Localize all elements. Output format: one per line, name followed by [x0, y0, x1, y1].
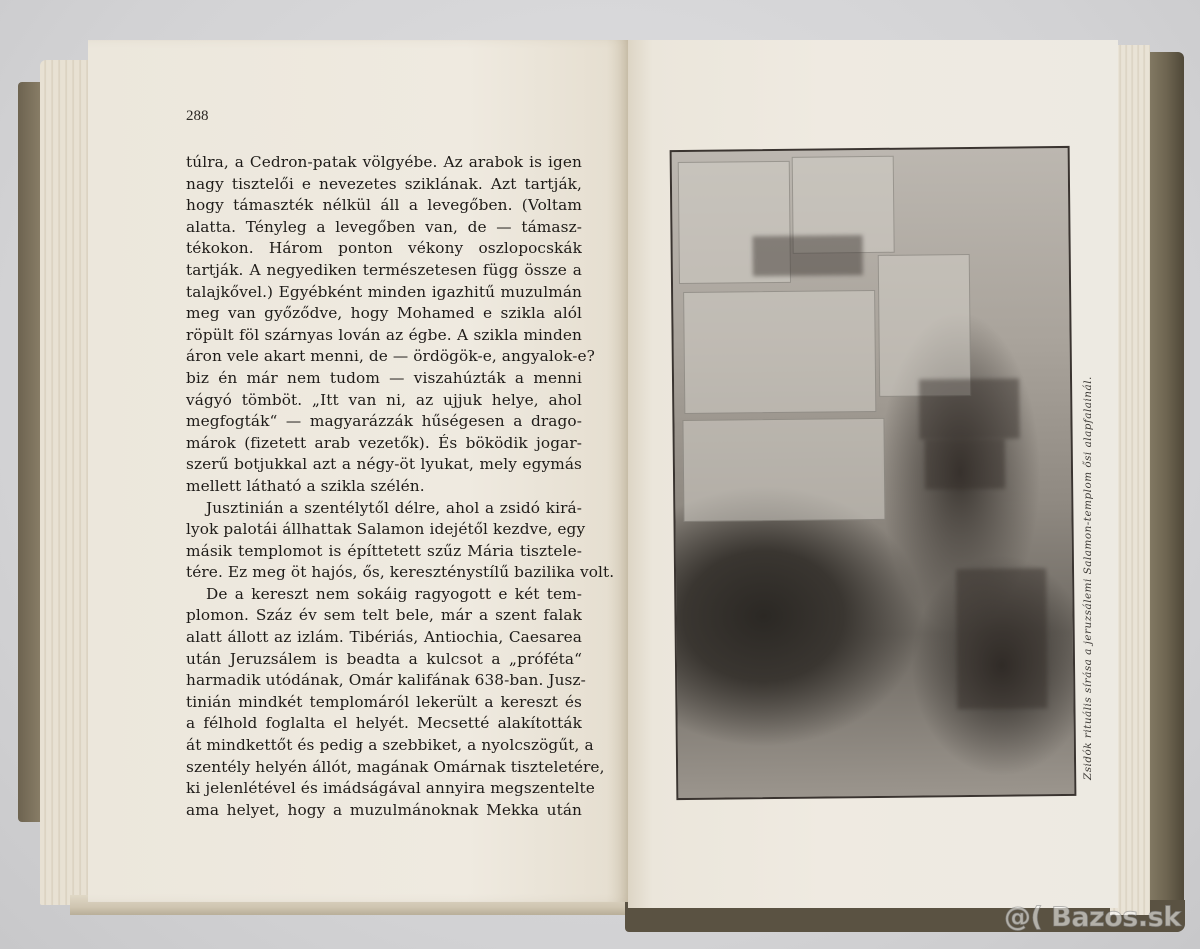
text-line: tékokon. Három ponton vékony oszlopocskák — [186, 239, 582, 258]
body-text — [186, 152, 615, 821]
text-line: a félhold foglalta el helyét. Mecsetté alakították — [186, 714, 582, 733]
text-line: hogy támaszték nélkül áll a levegőben. (Voltam — [186, 196, 582, 215]
wall-stone — [683, 290, 876, 414]
wall-stone — [682, 418, 885, 522]
text-line: szentély helyén állót, magának Omárnak tiszteletére, — [186, 757, 605, 776]
text-line: alatt állott az izlám. Tibériás, Antiochia, Caesarea — [186, 628, 582, 647]
text-line: harmadik utódának, Omár kalifának 638-ban. Jusz- — [186, 671, 586, 690]
text-line: ama helyet, hogy a muzulmánoknak Mekka után — [186, 800, 582, 819]
text-line: röpült föl szárnyas lován az égbe. A szikla minden — [186, 325, 582, 344]
text-line: másik templomot is építtetett szűz Mária tisztele- — [186, 541, 582, 560]
figure-shadow — [956, 568, 1047, 709]
text-line: márok (fizetett arab vezetők). És böködik jogar- — [186, 433, 582, 452]
figure-shadow — [919, 378, 1020, 439]
text-line: megfogták“ — magyarázzák hűségesen a drago- — [186, 412, 582, 431]
text-line: Jusztinián a szentélytől délre, ahol a zsidó kirá- — [206, 498, 582, 517]
text-line: plomon. Száz év sem telt bele, már a szent falak — [186, 606, 582, 625]
text-line: túlra, a Cedron-patak völgyébe. Az arabok is igen — [186, 153, 582, 171]
text-line: meg van győződve, hogy Mohamed e szikla alól — [186, 304, 582, 323]
text-line: biz én már nem tudom — viszahúzták a menni — [186, 368, 582, 387]
text-line: tinián mindkét templomáról lekerült a kereszt és — [186, 692, 582, 711]
text-line: át mindkettőt és pedig a szebbiket, a nyolcszögűt, a — [186, 736, 594, 755]
page-number: 288 — [186, 108, 209, 124]
plate-caption: Zsidók rituális sírása a jeruzsálemi Salamon-templom ősi alapfalainál. — [1082, 376, 1094, 780]
text-line: lyok palotái állhattak Salamon idejétől kezdve, egy — [186, 520, 586, 539]
text-line: szerű botjukkal azt a négy-öt lyukat, mely egymás — [186, 455, 582, 474]
text-line: vágyó tömböt. „Itt van ni, az ujjuk helye, ahol — [186, 390, 582, 409]
wall-shadow — [753, 235, 863, 276]
text-line: mellett látható a szikla szélén. — [186, 476, 425, 495]
text-line: nagy tisztelői e nevezetes sziklának. Azt tartják, — [186, 174, 582, 193]
text-line: ki jelenlétével és imádságával annyira megszentelte — [186, 779, 595, 798]
watermark: @( Bazos.sk — [1004, 902, 1181, 933]
figure-shadow — [925, 439, 1006, 490]
text-line: áron vele akart menni, de — ördögök-e, angyalok-e? — [186, 347, 595, 366]
text-line: után Jeruzsálem is beadta a kulcsot a „próféta“ — [186, 649, 582, 668]
text-line: alatta. Tényleg a levegőben van, de — támasz- — [186, 217, 582, 236]
text-line: tartják. A negyediken természetesen függ össze a — [186, 260, 582, 279]
text-line: talajkővel.) Egyébként minden igazhitű muzulmán — [186, 282, 582, 301]
photo-plate-western-wall — [670, 146, 1077, 800]
text-line: tére. Ez meg öt hajós, ős, kereszténystílű bazilika volt. — [186, 563, 615, 582]
wall-stone — [878, 254, 971, 397]
text-line: De a kereszt nem sokáig ragyogott e két tem- — [206, 584, 582, 603]
